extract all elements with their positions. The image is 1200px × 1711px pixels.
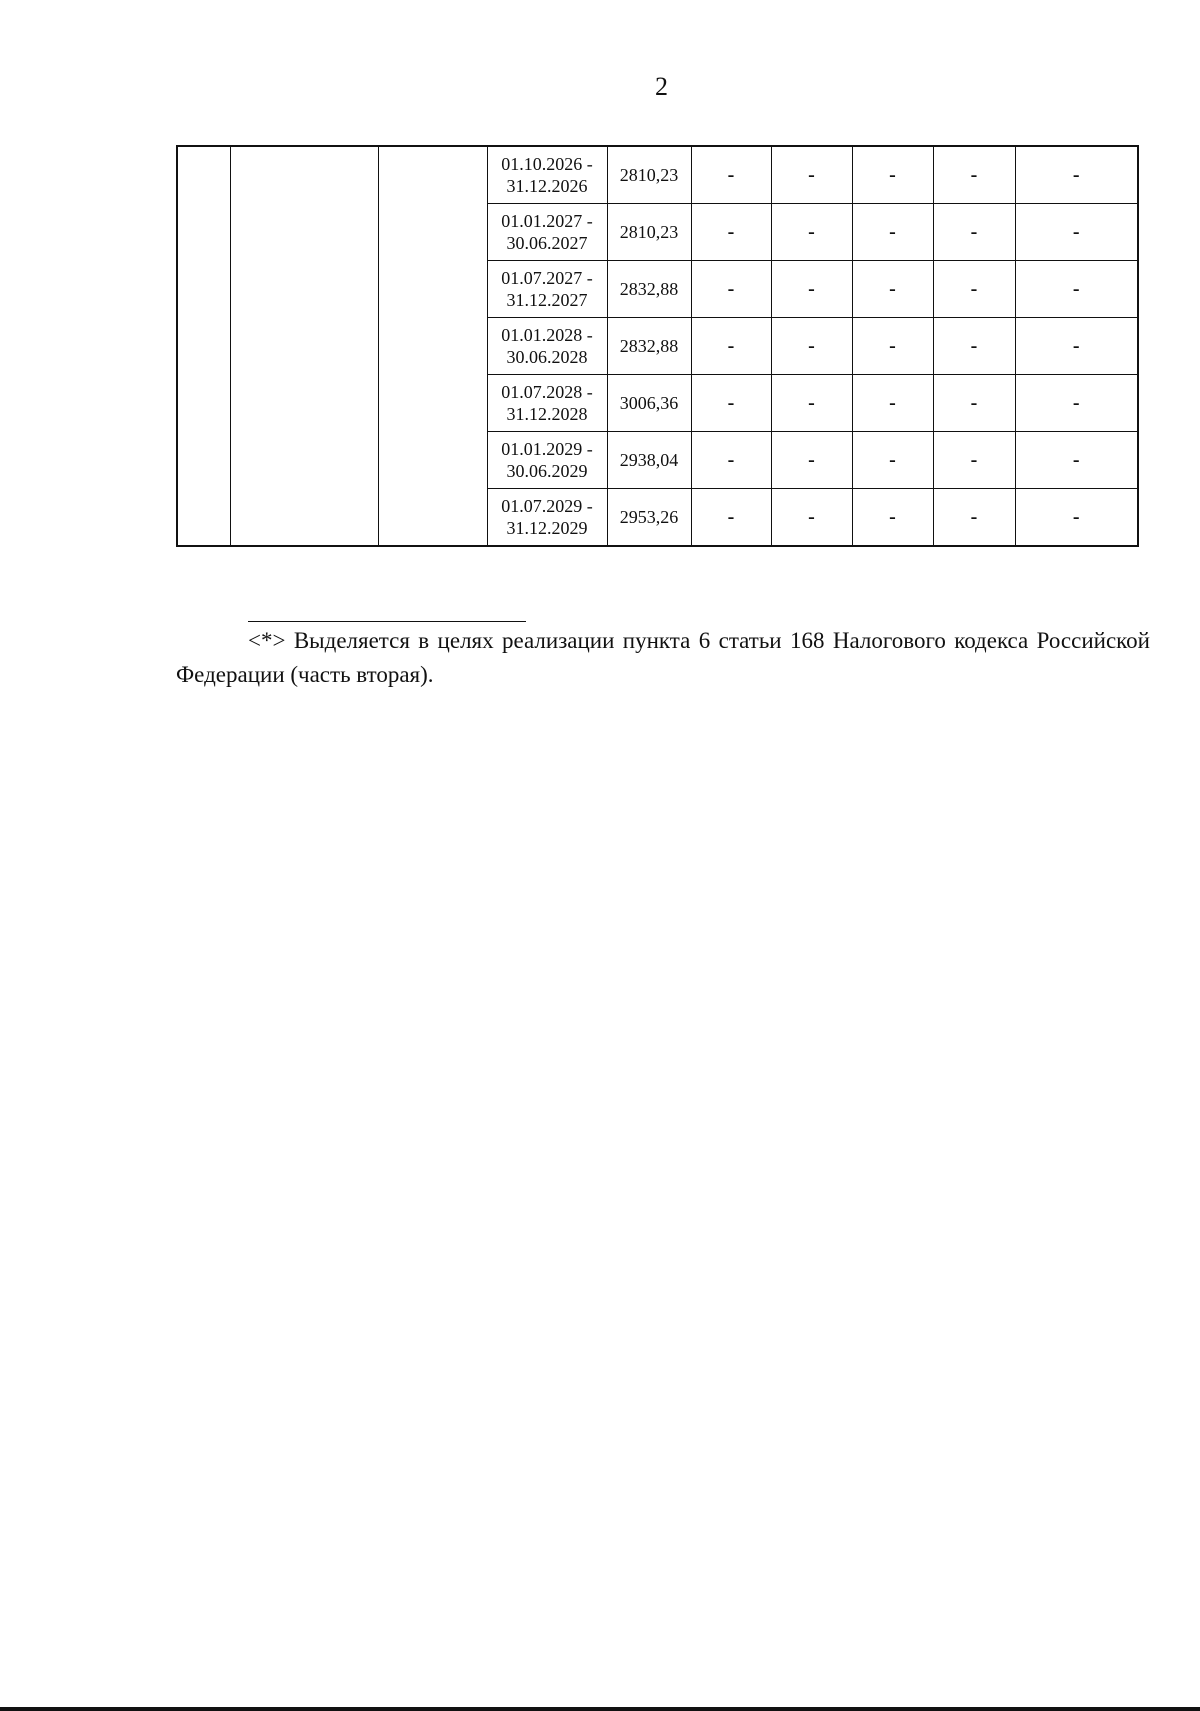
value-cell: - xyxy=(691,432,771,489)
blank-cell xyxy=(378,318,487,375)
blank-cell xyxy=(378,489,487,547)
value-cell: - xyxy=(691,204,771,261)
period-cell: 01.07.2027 - 31.12.2027 xyxy=(487,261,607,318)
period-cell: 01.07.2028 - 31.12.2028 xyxy=(487,375,607,432)
blank-cell xyxy=(230,146,378,204)
value-cell: - xyxy=(852,318,933,375)
value-cell: - xyxy=(852,489,933,547)
price-cell: 2810,23 xyxy=(607,204,691,261)
blank-cell xyxy=(177,489,230,547)
value-cell: - xyxy=(852,375,933,432)
value-cell: - xyxy=(933,318,1015,375)
value-cell: - xyxy=(771,204,852,261)
value-cell: - xyxy=(852,432,933,489)
scan-bottom-edge xyxy=(0,1707,1200,1711)
blank-cell xyxy=(378,432,487,489)
value-cell: - xyxy=(1015,261,1138,318)
value-cell: - xyxy=(1015,375,1138,432)
value-cell: - xyxy=(933,375,1015,432)
footnote-text: <*> Выделяется в целях реализации пункта 6 статьи 168 Налогового кодекса Российской Федерации (часть вторая). xyxy=(176,628,1150,687)
blank-cell xyxy=(177,375,230,432)
value-cell: - xyxy=(771,432,852,489)
blank-cell xyxy=(177,261,230,318)
value-cell: - xyxy=(852,146,933,204)
page-number: 2 xyxy=(655,72,668,101)
blank-cell xyxy=(230,261,378,318)
value-cell: - xyxy=(771,489,852,547)
value-cell: - xyxy=(771,261,852,318)
blank-cell xyxy=(177,432,230,489)
value-cell: - xyxy=(691,146,771,204)
period-cell: 01.01.2027 - 30.06.2027 xyxy=(487,204,607,261)
value-cell: - xyxy=(691,489,771,547)
value-cell: - xyxy=(852,204,933,261)
value-cell: - xyxy=(771,375,852,432)
table-body xyxy=(177,146,1138,546)
value-cell: - xyxy=(1015,318,1138,375)
value-cell: - xyxy=(933,261,1015,318)
price-cell: 3006,36 xyxy=(607,375,691,432)
price-cell: 2832,88 xyxy=(607,261,691,318)
value-cell: - xyxy=(933,204,1015,261)
value-cell: - xyxy=(771,318,852,375)
footnote-separator xyxy=(248,621,526,622)
value-cell: - xyxy=(933,489,1015,547)
period-cell: 01.10.2026 - 31.12.2026 xyxy=(487,146,607,204)
blank-cell xyxy=(230,432,378,489)
period-cell: 01.01.2028 - 30.06.2028 xyxy=(487,318,607,375)
table-row xyxy=(177,204,1138,261)
value-cell: - xyxy=(771,146,852,204)
value-cell: - xyxy=(691,261,771,318)
blank-cell xyxy=(378,375,487,432)
blank-cell xyxy=(378,146,487,204)
table-row xyxy=(177,318,1138,375)
blank-cell xyxy=(230,489,378,547)
value-cell: - xyxy=(691,375,771,432)
table-row xyxy=(177,261,1138,318)
blank-cell xyxy=(230,204,378,261)
blank-cell xyxy=(230,375,378,432)
value-cell: - xyxy=(933,146,1015,204)
table-row xyxy=(177,489,1138,547)
price-cell: 2938,04 xyxy=(607,432,691,489)
table-row xyxy=(177,432,1138,489)
value-cell: - xyxy=(1015,432,1138,489)
blank-cell xyxy=(378,204,487,261)
blank-cell xyxy=(378,261,487,318)
value-cell: - xyxy=(1015,146,1138,204)
period-cell: 01.07.2029 - 31.12.2029 xyxy=(487,489,607,547)
blank-cell xyxy=(177,318,230,375)
price-cell: 2832,88 xyxy=(607,318,691,375)
price-cell: 2953,26 xyxy=(607,489,691,547)
value-cell: - xyxy=(691,318,771,375)
tariff-table xyxy=(176,145,1139,547)
value-cell: - xyxy=(1015,489,1138,547)
blank-cell xyxy=(177,146,230,204)
price-cell: 2810,23 xyxy=(607,146,691,204)
value-cell: - xyxy=(852,261,933,318)
table-row xyxy=(177,146,1138,204)
value-cell: - xyxy=(1015,204,1138,261)
blank-cell xyxy=(177,204,230,261)
value-cell: - xyxy=(933,432,1015,489)
table-row xyxy=(177,375,1138,432)
blank-cell xyxy=(230,318,378,375)
period-cell: 01.01.2029 - 30.06.2029 xyxy=(487,432,607,489)
